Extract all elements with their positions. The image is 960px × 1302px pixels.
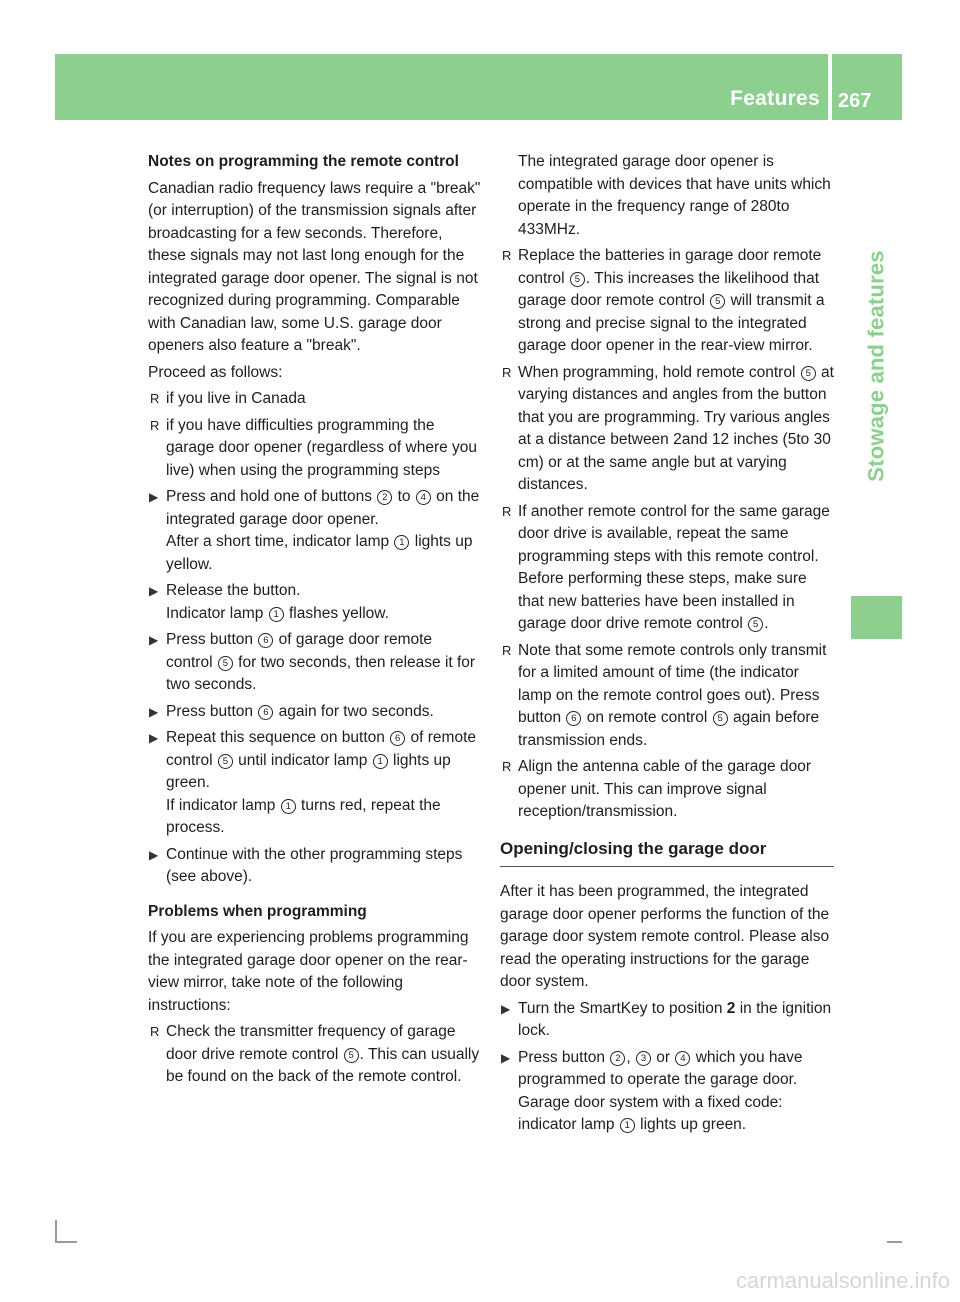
number-badge: 5 (710, 294, 725, 309)
section-title: Features (730, 87, 820, 110)
chapter-title: Stowage and features (863, 250, 889, 482)
bullet-marker: R (502, 642, 512, 658)
number-badge: 4 (416, 490, 431, 505)
step-item: ▶ Release the button. (148, 580, 482, 603)
step-continuation: If indicator lamp 1 turns red, repeat the process. (166, 796, 441, 836)
bullet-marker: R (150, 1024, 160, 1039)
bullet-item: R Replace the batteries in garage door remote control 5 . This increases the likelihood that garage door remote control 5 will transmit a strong and precise signal to the integrated garage door opener in the rear-view mirror. (502, 247, 825, 354)
number-badge: 4 (675, 1051, 690, 1066)
step-arrow-icon: ▶ (149, 731, 159, 745)
step-continuation: Indicator lamp 1 flashes yellow. (166, 604, 389, 622)
paragraph: After it has been programmed, the integrated garage door opener performs the function of the garage door system remote control. Please also read the operating instructions for the garage door system. (500, 883, 830, 990)
paragraph: Proceed as follows: (148, 363, 283, 381)
bullet-marker: R (502, 364, 512, 380)
header-divider (828, 54, 832, 120)
number-badge: 1 (373, 754, 388, 769)
bullet-item: R Check the transmitter frequency of garage door drive remote control 5 . This can usually be found on the back of the remote control. (150, 1023, 480, 1085)
number-badge: 2 (377, 490, 392, 505)
bullet-marker: R (150, 391, 160, 406)
number-badge: 6 (566, 711, 581, 726)
number-badge: 5 (218, 754, 233, 769)
number-badge: 1 (620, 1118, 635, 1133)
number-badge: 5 (570, 272, 585, 287)
page-number: 267 (838, 90, 872, 112)
number-badge: 6 (258, 705, 273, 720)
bullet-item: R if you live in Canada (148, 388, 482, 411)
bullet-item: R When programming, hold remote control 5 at varying distances and angles from the button that you are programming. Try various angles at a distance between 2and 12 inches (5to 30 cm) or at the same angle but at varying distances. (502, 363, 834, 493)
step-item: ▶ Press button 6 again for two seconds. (148, 701, 482, 724)
bold-position: 2 (726, 999, 736, 1017)
step-arrow-icon: ▶ (501, 1001, 511, 1016)
step-arrow-icon: ▶ (501, 1050, 511, 1065)
bullet-marker: R (502, 248, 512, 263)
step-arrow-icon: ▶ (149, 490, 159, 504)
watermark: carmanualsonline.info (735, 1268, 950, 1293)
bullet-item: R If another remote control for the same garage door drive is available, repeat the same programming steps with this remote control. Before performing these steps, make sure that new batteries have been installed in garage door drive remote control 5 . (502, 502, 830, 632)
number-badge: 5 (713, 711, 728, 726)
number-badge: 5 (344, 1048, 359, 1063)
crop-mark (887, 1241, 902, 1243)
chapter-side-label (851, 140, 902, 592)
step-item: ▶ Continue with the other programming steps (see above). (149, 845, 463, 885)
heading-problems: Problems when programming (148, 902, 367, 920)
number-badge: 6 (258, 633, 273, 648)
bullet-item: R if you have difficulties programming the garage door opener (regardless of where you live) when using the programming steps (150, 416, 478, 479)
header-bar (55, 54, 902, 120)
number-badge: 1 (281, 799, 296, 814)
number-badge: 5 (748, 617, 763, 632)
step-arrow-icon: ▶ (149, 584, 159, 598)
heading-opening-closing: Opening/closing the garage door (500, 838, 834, 868)
bullet-item: R Note that some remote controls only transmit for a limited amount of time (the indicator lamp on the remote control goes out). Press button 6 on remote control 5 again before transmission ends. (502, 641, 827, 749)
step-arrow-icon: ▶ (149, 633, 159, 647)
paragraph: If you are experiencing problems programming the integrated garage door opener on the rear-view mirror, take note of the following instructions: (148, 929, 469, 1014)
number-badge: 1 (269, 607, 284, 622)
number-badge: 6 (390, 731, 405, 746)
heading-notes: Notes on programming the remote control (148, 153, 459, 170)
number-badge: 5 (218, 656, 233, 671)
step-continuation: After a short time, indicator lamp 1 lights up yellow. (166, 533, 473, 573)
step-item: ▶ Press and hold one of buttons 2 to 4 on the integrated garage door opener. (149, 488, 480, 528)
left-column (148, 151, 482, 1093)
paragraph: Canadian radio frequency laws require a "break" (or interruption) of the transmission signals after broadcasting for a few seconds. Therefore, these signals may not last long enough for the integrated garage door opener. The signal is not recognized during programming. Comparable with Canadian law, some U.S. garage door openers also feature a "break". (148, 179, 481, 354)
bullet-marker: R (502, 759, 512, 774)
step-item: ▶ Press button 6 of garage door remote control 5 for two seconds, then release it for two seconds. (149, 631, 476, 693)
step-item: ▶ Turn the SmartKey to position 2 in the ignition lock. (501, 999, 832, 1039)
right-column (500, 151, 834, 1141)
number-badge: 2 (610, 1051, 625, 1066)
chapter-tab (851, 596, 902, 639)
step-arrow-icon: ▶ (149, 847, 159, 862)
step-continuation: Garage door system with a fixed code: indicator lamp 1 lights up green. (518, 1093, 783, 1133)
crop-mark (55, 1220, 57, 1242)
step-arrow-icon: ▶ (149, 704, 159, 719)
bullet-marker: R (150, 417, 160, 433)
crop-mark (55, 1241, 77, 1243)
bullet-marker: R (502, 503, 512, 519)
bullet-continuation: The integrated garage door opener is compatible with devices that have units which operate in the frequency range of 280to 433MHz. (518, 153, 831, 238)
bullet-item: R Align the antenna cable of the garage door opener unit. This can improve signal reception/transmission. (502, 758, 812, 820)
number-badge: 1 (394, 535, 409, 550)
number-badge: 3 (636, 1051, 651, 1066)
step-item: ▶ Press button 2 , 3 or 4 which you have programmed to operate the garage door. (501, 1048, 803, 1088)
step-item: ▶ Repeat this sequence on button 6 of remote control 5 until indicator lamp 1 lights up green. (149, 729, 476, 791)
number-badge: 5 (801, 366, 816, 381)
